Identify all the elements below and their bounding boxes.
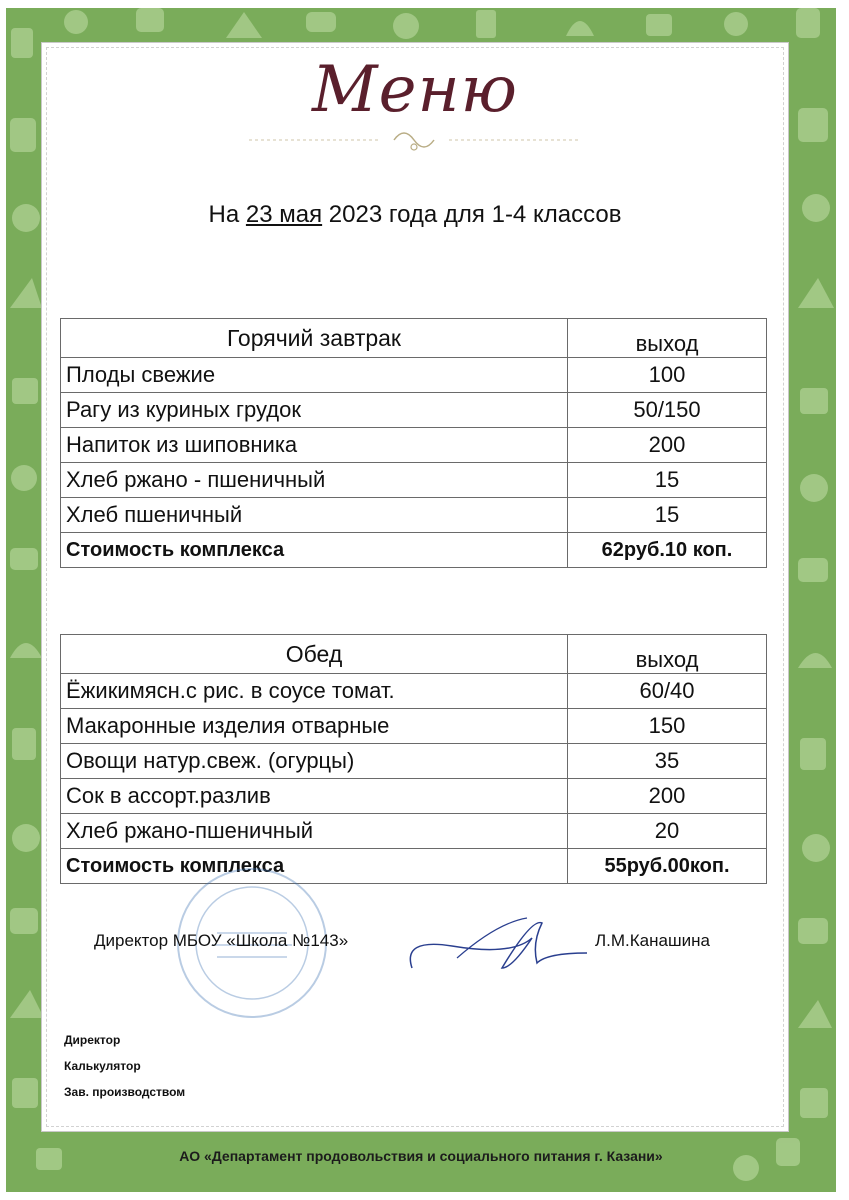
table-row [61, 709, 767, 744]
staff-director: Директор [64, 1033, 121, 1047]
dish-output: 50/150 [568, 393, 767, 428]
dish-name: Хлеб пшеничный [61, 498, 568, 533]
director-signature [397, 913, 597, 983]
dish-output: 60/40 [568, 674, 767, 709]
menu-date: 23 мая [245, 201, 323, 228]
total-price: 55руб.00коп. [568, 849, 767, 884]
footer-organization: АО «Департамент продовольствия и социального питания г. Казани» [179, 1148, 663, 1164]
output-header: выход [568, 635, 767, 674]
table-row [61, 463, 767, 498]
menu-sheet [41, 42, 789, 1132]
total-price: 62руб.10 коп. [568, 533, 767, 568]
dish-output: 15 [568, 463, 767, 498]
director-name: Л.М.Канашина [595, 931, 710, 950]
dish-name: Овощи натур.свеж. (огурцы) [61, 744, 568, 779]
dish-name: Напиток из шиповника [61, 428, 568, 463]
table-row [61, 814, 767, 849]
menu-date-line [42, 201, 788, 229]
table-row [61, 358, 767, 393]
ornament-divider [249, 125, 579, 155]
dish-name: Рагу из куриных грудок [61, 393, 568, 428]
breakfast-table [60, 318, 767, 568]
output-header: выход [568, 319, 767, 358]
table-row [61, 498, 767, 533]
total-label: Стоимость комплекса [61, 533, 568, 568]
dish-name: Плоды свежие [61, 358, 568, 393]
staff-production-head: Зав. производством [64, 1085, 186, 1099]
table-row [61, 674, 767, 709]
table-header-row [61, 635, 767, 674]
dish-name: Хлеб ржано-пшеничный [61, 814, 568, 849]
dish-name: Макаронные изделия отварные [61, 709, 568, 744]
table-row [61, 393, 767, 428]
table-header-row [61, 319, 767, 358]
table-row [61, 428, 767, 463]
dish-output: 200 [568, 428, 767, 463]
subtitle-suffix: 2023 года для 1-4 классов [328, 201, 622, 228]
breakfast-header: Горячий завтрак [61, 319, 568, 358]
table-row [61, 744, 767, 779]
dish-output: 100 [568, 358, 767, 393]
dish-output: 150 [568, 709, 767, 744]
page-title: Меню [312, 53, 518, 127]
dish-name: Сок в ассорт.разлив [61, 779, 568, 814]
dish-output: 200 [568, 779, 767, 814]
staff-calculator: Калькулятор [64, 1059, 141, 1073]
total-label: Стоимость комплекса [61, 849, 568, 884]
dish-name: Ёжикимясн.с рис. в соусе томат. [61, 674, 568, 709]
subtitle-prefix: На [208, 201, 240, 228]
lunch-table [60, 634, 767, 884]
table-row [61, 779, 767, 814]
lunch-header: Обед [61, 635, 568, 674]
dish-name: Хлеб ржано - пшеничный [61, 463, 568, 498]
dish-output: 35 [568, 744, 767, 779]
dish-output: 15 [568, 498, 767, 533]
total-row [61, 533, 767, 568]
total-row [61, 849, 767, 884]
dish-output: 20 [568, 814, 767, 849]
director-position: Директор МБОУ «Школа №143» [94, 931, 349, 950]
